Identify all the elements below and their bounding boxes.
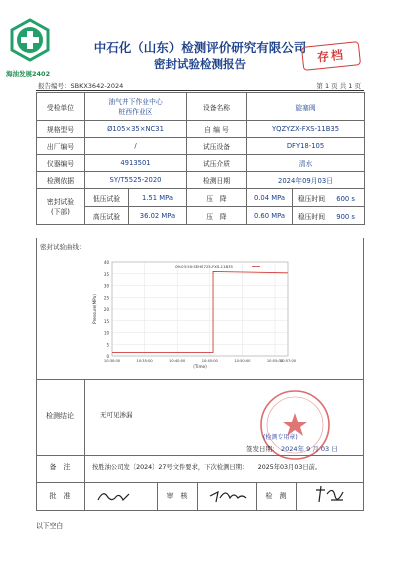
low-time-label: 稳压时间 — [297, 194, 326, 203]
low-drop-value: 0.04 MPa — [247, 189, 293, 207]
y-tick-label: 40 — [103, 260, 109, 265]
report-number: 报告编号：SBKX3642-2024 — [38, 82, 124, 90]
x-axis-label: (Time) — [193, 364, 207, 369]
company-name: 中石化（山东）检测评价研究有限公司 — [93, 40, 307, 55]
y-tick-label: 15 — [103, 318, 109, 324]
value-self-number: YQZYZX-FXS-11B35 — [247, 121, 365, 138]
label-inspected-unit: 受检单位 — [37, 93, 85, 121]
frame-bottom — [36, 510, 364, 511]
y-tick-label: 25 — [103, 295, 109, 301]
frame-right — [363, 238, 364, 510]
sign-date-label: 签发日期： — [246, 445, 279, 453]
value-factory-number: / — [85, 138, 187, 155]
x-tick-label: 10:35:00 — [136, 359, 153, 363]
pressure-chart — [90, 248, 298, 378]
curve-label: 密封试验曲线： — [40, 243, 86, 251]
inspection-seal-icon — [255, 385, 335, 465]
frame-sig-divider-4 — [296, 482, 297, 510]
high-pressure-label: 高压试验 — [85, 207, 129, 225]
logo-text: 海油发展2402 — [6, 70, 51, 78]
low-drop-label: 压 降 — [187, 189, 247, 207]
y-tick-label: 10 — [103, 330, 109, 336]
high-pressure-value: 36.02 MPa — [129, 207, 187, 225]
table-row — [37, 189, 365, 207]
table-row — [37, 93, 365, 121]
value-inspected-unit: 油气井下作业中心 桩西作业区 — [85, 93, 187, 121]
x-tick-label: 10:30:00 — [103, 359, 121, 363]
info-table — [36, 92, 365, 225]
report-title: 密封试验检测报告 — [154, 57, 246, 71]
note-label: 备 注 — [49, 463, 71, 471]
low-pressure-value: 1.51 MPa — [129, 189, 187, 207]
value-test-date: 2024年09月03日 — [247, 172, 365, 189]
x-tick-label: 10:45:00 — [201, 359, 218, 363]
table-row — [37, 207, 365, 225]
conclusion-text: 无可见渗漏 — [100, 411, 133, 419]
high-time-label: 稳压时间 — [297, 212, 326, 221]
frame-divider-3 — [36, 482, 364, 483]
y-tick-label: 20 — [103, 307, 109, 312]
frame-col-divider — [84, 379, 85, 510]
label-seal-test: 密封试验 (下部) — [37, 189, 85, 225]
y-tick-label: 30 — [103, 283, 109, 289]
label-test-date: 检测日期 — [187, 172, 247, 189]
high-time-value: 900 s — [336, 212, 355, 221]
label-self-number: 自 编 号 — [187, 121, 247, 138]
approver-signature-icon — [95, 486, 135, 506]
label-standard: 检测依据 — [37, 172, 85, 189]
legend-label: 09:03:50:SEHS725-FXS-11B35 — [175, 264, 233, 269]
y-tick-label: 35 — [103, 271, 109, 277]
table-row — [37, 172, 365, 189]
label-test-equipment: 试压设备 — [187, 138, 247, 155]
header-rule — [36, 90, 364, 91]
high-time-cell — [293, 207, 365, 225]
value-test-medium: 清水 — [247, 155, 365, 172]
y-tick-label: 5 — [106, 342, 109, 348]
label-factory-number: 出厂编号 — [37, 138, 85, 155]
x-tick-label: 10:50:00 — [234, 359, 251, 363]
tester-label: 检 测 — [265, 492, 287, 500]
x-tick-label: 10:40:00 — [169, 359, 186, 363]
low-time-value: 600 s — [336, 194, 355, 203]
table-row — [37, 138, 365, 155]
low-pressure-label: 低压试验 — [85, 189, 129, 207]
archive-stamp: 存档 — [301, 41, 361, 71]
frame-sig-divider-2 — [197, 482, 198, 510]
footer-blank: 以下空白 — [36, 522, 64, 530]
sign-date-value: 2024年 9 月 03 日 — [281, 445, 338, 453]
x-tick-label: 10:57:00 — [279, 359, 297, 363]
label-spec-model: 规格型号 — [37, 121, 85, 138]
approve-label: 批 准 — [49, 492, 71, 500]
tester-signature-icon — [313, 484, 347, 506]
table-row — [37, 121, 365, 138]
value-standard: SY/T5525-2020 — [85, 172, 187, 189]
high-drop-value: 0.60 MPa — [247, 207, 293, 225]
seal-label: (检测专用章) — [263, 434, 298, 441]
low-time-cell — [293, 189, 365, 207]
reviewer-signature-icon — [208, 486, 248, 506]
value-spec-model: Ø105×35×NC31 — [85, 121, 187, 138]
value-test-equipment: DFY18-105 — [247, 138, 365, 155]
label-instrument-number: 仪器编号 — [37, 155, 85, 172]
review-label: 审 核 — [166, 492, 188, 500]
note-text: 按胜油公司发〔2024〕27号文件要求，下次检测日期： 2025年03月03日前。 — [92, 464, 322, 471]
value-instrument-number: 4913501 — [85, 155, 187, 172]
high-drop-label: 压 降 — [187, 207, 247, 225]
page-number: 第 1 页 共 1 页 — [316, 82, 361, 90]
x-tick-label: 10:55:00 — [266, 359, 284, 363]
frame-divider-1 — [36, 379, 364, 380]
y-tick-label: 0 — [106, 354, 109, 359]
y-axis-label: Pressure(MPa) — [92, 294, 97, 324]
label-test-medium: 试压介质 — [187, 155, 247, 172]
value-equipment-name: 旋塞阀 — [247, 93, 365, 121]
table-row — [37, 155, 365, 172]
conclusion-label: 检测结论 — [46, 411, 74, 420]
label-equipment-name: 设备名称 — [187, 93, 247, 121]
